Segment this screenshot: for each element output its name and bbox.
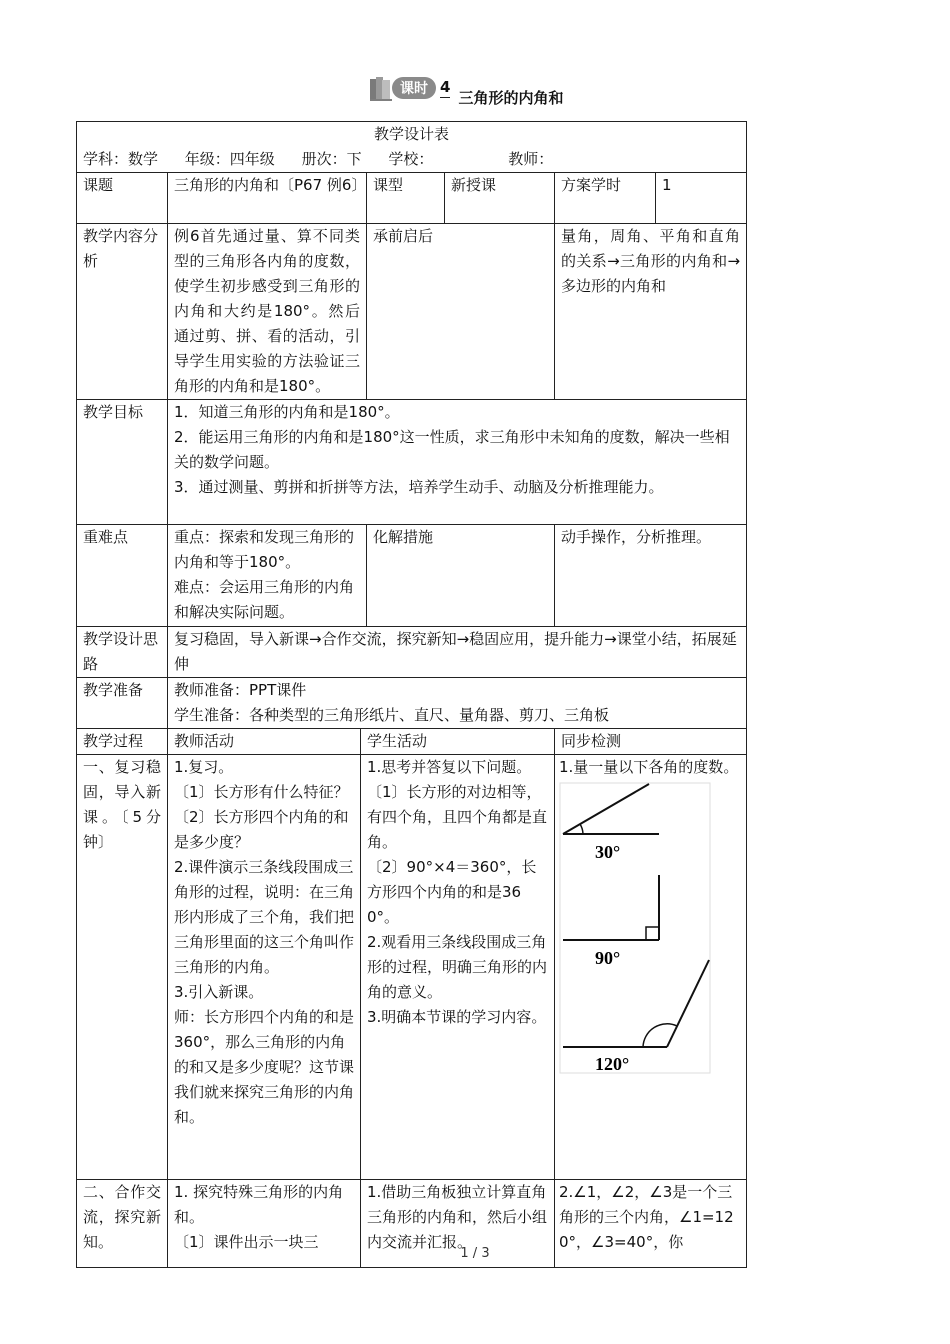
goal-item: 2．能运用三角形的内角和是180°这一性质，求三角形中未知角的度数，解决一些相关的数学问题。 xyxy=(174,428,730,471)
check-header: 同步检测 xyxy=(555,729,747,755)
goal-item: 1．知道三角形的内角和是180°。 xyxy=(174,403,400,421)
meta-volume: 册次：下 xyxy=(301,150,362,168)
prep-content xyxy=(168,678,747,729)
lesson-number: 4 xyxy=(440,78,451,96)
meta-teacher: 教师： xyxy=(508,150,554,168)
teacher-line: 〔1〕长方形有什么特征？ xyxy=(174,783,349,801)
bridge-value: 量角，周角、平角和直角的关系→三角形的内角和→多边形的内角和 xyxy=(555,224,747,400)
prep-student: 学生准备：各种类型的三角形纸片、直尺、量角器、剪刀、三角板 xyxy=(174,706,610,724)
analysis-content: 例6首先通过量、算不同类型的三角形各内角的度数，使学生初步感受到三角形的内角和大约是180°。然后通过剪、拼、看的活动，引导学生用实验的方法验证三角形的内角和是180°。 xyxy=(168,224,367,400)
prep-teacher: 教师准备：PPT课件 xyxy=(174,681,307,699)
teacher-line: 1.复习。 xyxy=(174,758,234,776)
angle-figures xyxy=(559,782,713,1082)
student-line: 2.观看用三条线段围成三角形的过程，明确三角形的内角的意义。 xyxy=(367,933,548,1001)
teacher-line: 〔2〕长方形四个内角的和是多少度？ xyxy=(174,808,349,851)
figure-frame xyxy=(560,783,710,1073)
angle-label: 120° xyxy=(595,1054,630,1074)
prep-label: 教学准备 xyxy=(77,678,168,729)
teacher-line: 1. 探究特殊三角形的内角和。 xyxy=(174,1183,344,1226)
angle-90-figure xyxy=(563,875,659,968)
meta-grade: 年级：四年级 xyxy=(184,150,275,168)
angle-label: 90° xyxy=(595,948,621,968)
bridge-label: 承前启后 xyxy=(367,224,555,400)
goals-content xyxy=(168,400,747,525)
book-icon xyxy=(368,74,396,102)
stage1-teacher xyxy=(168,755,361,1180)
stage2-check: 2.∠1，∠2，∠3是一个三角形的三个内角，∠1=120°，∠3=40°，你 xyxy=(555,1180,747,1268)
meta-school: 学校： xyxy=(388,150,434,168)
measure-value: 动手操作，分析推理。 xyxy=(555,525,747,627)
stage1-check xyxy=(555,755,747,1180)
type-value: 新授课 xyxy=(445,173,555,224)
lesson-title: 三角形的内角和 xyxy=(458,88,564,107)
measure-label: 化解措施 xyxy=(367,525,555,627)
badge-label: 课时 xyxy=(392,77,436,99)
student-line: 〔2〕90°×4＝360°，长方形四个内角的和是360°。 xyxy=(367,858,537,926)
lesson-plan-table xyxy=(76,121,747,1268)
stage2-label: 二、合作交流，探究新知。 xyxy=(77,1180,168,1268)
topic-value: 三角形的内角和〔P67 例6〕 xyxy=(168,173,367,224)
angle-120-figure xyxy=(563,960,709,1074)
check-question: 1.量一量以下各角的度数。 xyxy=(559,758,739,776)
student-line: 3.明确本节课的学习内容。 xyxy=(367,1008,547,1026)
teacher-header: 教师活动 xyxy=(168,729,361,755)
student-line: 1.思考并答复以下问题。 xyxy=(367,758,532,776)
goal-item: 3．通过测量、剪拼和折拼等方法，培养学生动手、动脑及分析推理能力。 xyxy=(174,478,664,496)
page-number: 1 / 3 xyxy=(460,1246,490,1261)
lesson-badge xyxy=(368,74,450,102)
stage1-student xyxy=(361,755,555,1180)
stage1-label: 一、复习稳固，导入新课。〔5分钟〕 xyxy=(77,755,168,1180)
design-label: 教学设计思路 xyxy=(77,627,168,678)
hours-label: 方案学时 xyxy=(555,173,656,224)
angle-30-figure xyxy=(563,784,659,862)
key-label: 重难点 xyxy=(77,525,168,627)
difficulty-point: 难点：会运用三角形的内角和解决实际问题。 xyxy=(174,578,355,621)
teacher-line: 2.课件演示三条线段围成三角形的过程，说明：在三角形内形成了三个角，我们把三角形里面的这三个角叫作三角形的内角。 xyxy=(174,858,355,976)
process-header: 教学过程 xyxy=(77,729,168,755)
teacher-line: 3.引入新课。 xyxy=(174,983,264,1001)
goals-label: 教学目标 xyxy=(77,400,168,525)
key-content xyxy=(168,525,367,627)
design-content: 复习稳固，导入新课→合作交流，探究新知→稳固应用，提升能力→课堂小结，拓展延伸 xyxy=(168,627,747,678)
table-caption-cell xyxy=(77,122,747,173)
angle-label: 30° xyxy=(595,842,621,862)
type-label: 课型 xyxy=(367,173,445,224)
meta-row xyxy=(83,147,740,172)
topic-label: 课题 xyxy=(77,173,168,224)
analysis-label: 教学内容分析 xyxy=(77,224,168,400)
student-line: 1.借助三角板独立计算直角三角形的内角和，然后小组内交流并汇报。 xyxy=(367,1183,548,1251)
student-header: 学生活动 xyxy=(361,729,555,755)
hours-value: 1 xyxy=(656,173,747,224)
key-point: 重点：探索和发现三角形的内角和等于180°。 xyxy=(174,528,355,571)
meta-subject: 学科：数学 xyxy=(83,150,159,168)
table-caption: 教学设计表 xyxy=(374,125,450,143)
teacher-line: 〔1〕课件出示一块三 xyxy=(174,1233,319,1251)
page-header xyxy=(368,70,563,106)
student-line: 〔1〕长方形的对边相等，有四个角，且四个角都是直角。 xyxy=(367,783,548,851)
teacher-line: 师：长方形四个内角的和是360°，那么三角形的内角的和又是多少度呢？这节课我们就来探究三角形的内角和。 xyxy=(174,1008,355,1126)
